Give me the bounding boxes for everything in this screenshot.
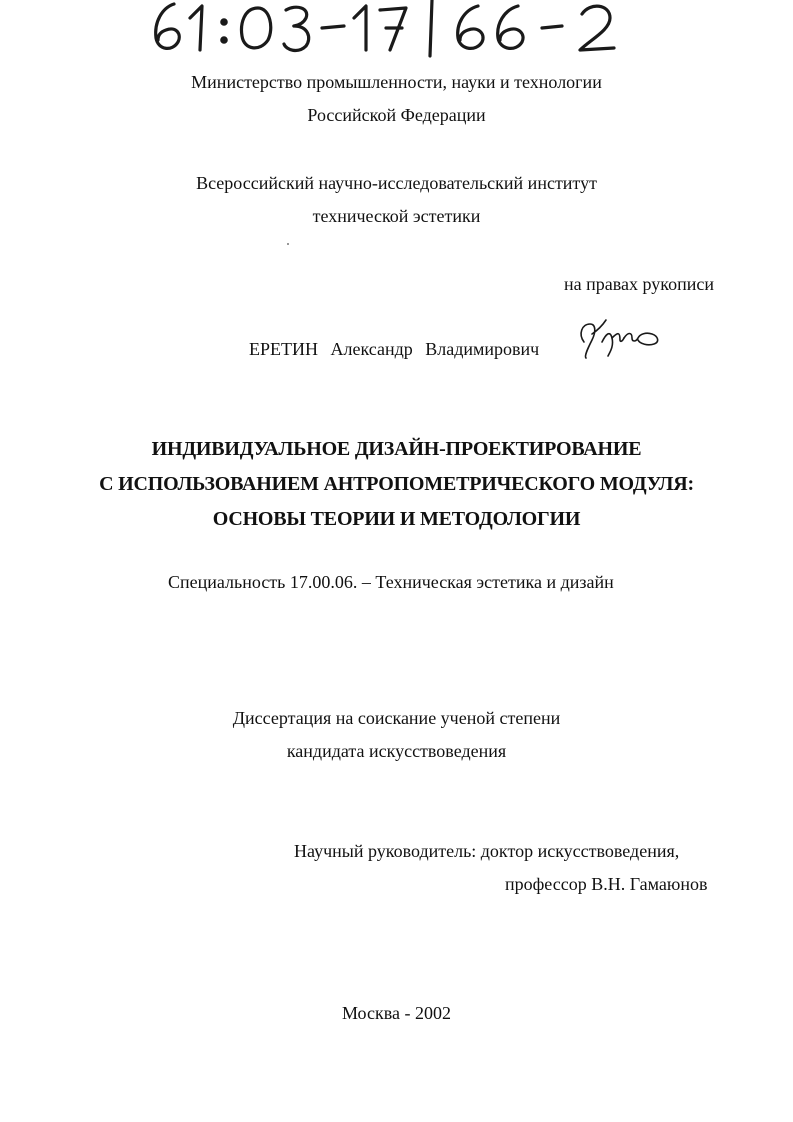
author-signature (574, 312, 666, 362)
dissertation-line-2: кандидата искусствоведения (286, 741, 507, 761)
title-line-2: С ИСПОЛЬЗОВАНИЕМ АНТРОПОМЕТРИЧЕСКОГО МОДУЛЯ: (99, 473, 694, 495)
title-line-1: ИНДИВИДУАЛЬНОЕ ДИЗАЙН-ПРОЕКТИРОВАНИЕ (151, 438, 642, 460)
place-year: Москва - 2002 (342, 1003, 451, 1023)
author-name (249, 338, 539, 360)
ministry-line-1: Министерство промышленности, науки и технологии (191, 72, 602, 92)
manuscript-note: на правах рукописи (564, 274, 714, 294)
author-surname: ЕРЕТИН (249, 339, 318, 359)
ministry-line-2: Российской Федерации (307, 105, 486, 125)
scan-speck (287, 243, 289, 245)
supervisor-line-1: Научный руководитель: доктор искусствоведения, (294, 841, 680, 861)
institute-line-1: Всероссийский научно-исследовательский институт (196, 173, 597, 193)
dissertation-line-1: Диссертация на соискание ученой степени (232, 708, 561, 728)
author-given-names: Александр Владимирович (330, 339, 540, 359)
specialty: Специальность 17.00.06. – Техническая эстетика и дизайн (168, 572, 614, 592)
title-line-3: ОСНОВЫ ТЕОРИИ И МЕТОДОЛОГИИ (212, 508, 581, 530)
institute-line-2: технической эстетики (312, 206, 481, 226)
handwritten-archive-code (140, 0, 680, 58)
supervisor-line-2: профессор В.Н. Гамаюнов (505, 874, 708, 894)
